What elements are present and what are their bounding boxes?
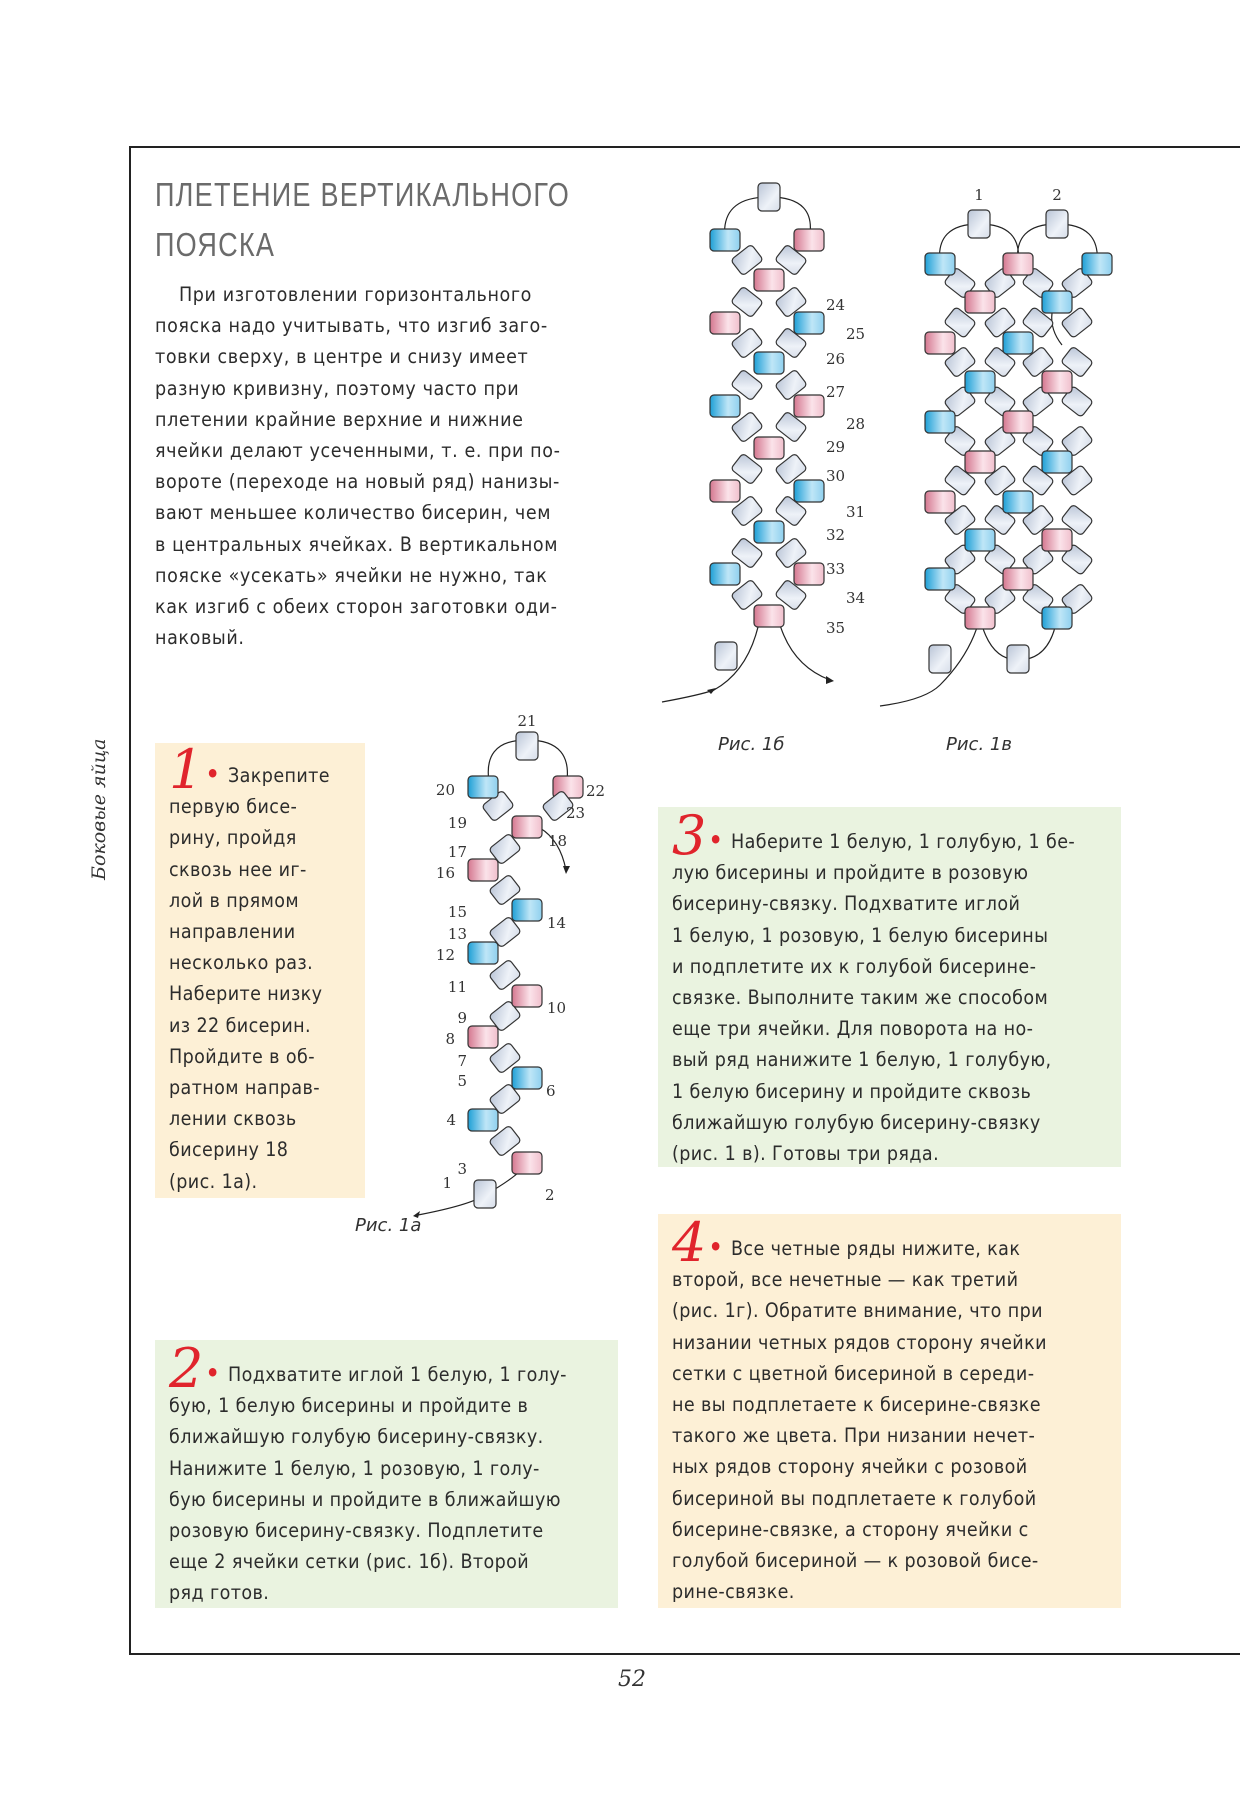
step-4-line: низании четных рядов сторону ячейки — [672, 1330, 1047, 1354]
bead-number-label: 27 — [826, 383, 846, 401]
intro-line: пояске «усекать» ячейки не нужно, так — [155, 563, 548, 587]
figure-1v — [880, 186, 1112, 706]
bead-number-label: 30 — [826, 467, 846, 485]
bead-number-label: 21 — [517, 712, 537, 730]
step-3-line: (рис. 1 в). Готовы три ряда. — [672, 1142, 940, 1166]
blue-bead — [1003, 491, 1033, 513]
pink-bead — [1042, 371, 1072, 393]
step-1-line: (рис. 1а). — [169, 1169, 258, 1193]
bead-number-label: 7 — [457, 1052, 467, 1070]
white-bead — [474, 1180, 496, 1208]
step-4-line: не вы подплетаете к бисерине-связке — [672, 1393, 1041, 1417]
bead-number-label: 5 — [457, 1072, 467, 1090]
bead-number-label: 18 — [548, 832, 568, 850]
figure-1v-caption: Рис. 1в — [946, 734, 1012, 755]
step-2-line: бую, 1 белую бисерины и пройдите в — [169, 1394, 529, 1418]
step-3-line: вый ряд нанижите 1 белую, 1 голубую, — [672, 1048, 1052, 1072]
bead-number-label: 35 — [826, 619, 846, 637]
blue-bead — [468, 1109, 498, 1131]
section-title-line-1: ПЛЕТЕНИЕ ВЕРТИКАЛЬНОГО — [155, 176, 571, 213]
blue-bead — [512, 1067, 542, 1089]
pink-bead — [468, 859, 498, 881]
bead-number-label: 29 — [826, 438, 846, 456]
blue-bead — [710, 395, 740, 417]
blue-bead — [468, 776, 498, 798]
pink-bead — [925, 491, 955, 513]
step-1-line: бисерину 18 — [169, 1138, 289, 1162]
step-1-line: Наберите низку — [169, 982, 323, 1006]
step-2-line: бую бисерины и пройдите в ближайшую — [169, 1487, 561, 1511]
step-4-line: бисерине-связке, а сторону ячейки с — [672, 1517, 1029, 1541]
blue-bead — [925, 568, 955, 590]
bead-number-label: 20 — [435, 781, 455, 799]
step-3-number: 3 — [672, 804, 707, 867]
step-2-line: Подхватите иглой 1 белую, 1 голу- — [227, 1363, 567, 1386]
white-bead — [758, 183, 780, 211]
step-4-line: голубой бисериной — к розовой бисе- — [672, 1549, 1039, 1573]
bead-number-label: 13 — [447, 925, 467, 943]
intro-line: пояска надо учитывать, что изгиб заго- — [155, 314, 548, 338]
bead-number-label: 31 — [846, 503, 866, 521]
step-1-number: 1 — [169, 738, 204, 801]
bead-number-label: 19 — [447, 814, 467, 832]
intro-line: вороте (переходе на новый ряд) нанизы- — [155, 470, 560, 494]
step-4-number: 4 — [672, 1211, 707, 1274]
step-1-line: сквозь нее иг- — [169, 857, 307, 881]
step-1-line: ратном направ- — [169, 1076, 320, 1100]
step-2-line: Нанижите 1 белую, 1 розовую, 1 голу- — [169, 1456, 540, 1480]
step-2-line: еще 2 ячейки сетки (рис. 1б). Второй — [169, 1550, 530, 1574]
bead-number-label: 8 — [445, 1030, 455, 1048]
step-1-line: первую бисе- — [169, 795, 298, 819]
bead-number-label: 22 — [586, 782, 606, 800]
step-1-line: рину, пройдя — [169, 826, 297, 850]
bead-number-label: 24 — [826, 296, 846, 314]
pink-bead — [925, 332, 955, 354]
step-1-line: лении сквозь — [169, 1107, 297, 1131]
step-1-line: лой в прямом — [169, 888, 299, 912]
pink-bead — [754, 437, 784, 459]
step-2-line: ряд готов. — [169, 1581, 270, 1605]
step-3-line: связке. Выполните таким же способом — [672, 986, 1049, 1010]
pink-bead — [512, 985, 542, 1007]
step-1-line: направлении — [169, 920, 296, 944]
blue-bead — [512, 899, 542, 921]
step-number-dot: • — [708, 826, 723, 854]
pink-bead — [794, 229, 824, 251]
step-number-dot: • — [708, 1233, 723, 1261]
blue-bead — [468, 942, 498, 964]
step-3-line: ближайшую голубую бисерину-связку — [672, 1110, 1041, 1134]
pink-bead — [754, 269, 784, 291]
pink-bead — [754, 605, 784, 627]
bead-number-label: 26 — [826, 350, 846, 368]
blue-bead — [965, 371, 995, 393]
bead-number-label: 4 — [446, 1111, 456, 1129]
bead-number-label: 11 — [447, 978, 467, 996]
step-4-line: рине-связке. — [672, 1580, 795, 1604]
bead-number-label: 17 — [447, 843, 467, 861]
pink-bead — [710, 480, 740, 502]
blue-bead — [1042, 451, 1072, 473]
pink-bead — [710, 312, 740, 334]
step-1-line: Пройдите в об- — [169, 1044, 315, 1068]
pink-bead — [1003, 411, 1033, 433]
pink-bead — [965, 451, 995, 473]
step-4-line: ных рядов сторону ячейки с розовой — [672, 1455, 1028, 1479]
blue-bead — [1003, 332, 1033, 354]
bead-number-label: 2 — [545, 1186, 555, 1204]
blue-bead — [794, 480, 824, 502]
white-bead — [1046, 210, 1068, 238]
white-bead — [929, 645, 951, 673]
bead-number-label: 12 — [435, 946, 455, 964]
pink-bead — [512, 1152, 542, 1174]
pink-bead — [512, 816, 542, 838]
step-4-line: второй, все нечетные — как третий — [672, 1268, 1019, 1292]
blue-bead — [794, 312, 824, 334]
bead-number-label: 23 — [566, 804, 586, 822]
figure-1a-caption: Рис. 1а — [355, 1215, 422, 1236]
step-3-line: лую бисерины и пройдите в розовую — [672, 861, 1029, 885]
blue-bead — [925, 253, 955, 275]
pink-bead — [794, 563, 824, 585]
blue-bead — [754, 521, 784, 543]
blue-bead — [710, 563, 740, 585]
pink-bead — [1042, 529, 1072, 551]
intro-line: товки сверху, в центре и снизу имеет — [155, 345, 529, 369]
white-bead — [968, 210, 990, 238]
bead-number-label: 9 — [457, 1009, 467, 1027]
blue-bead — [1042, 291, 1072, 313]
running-head-side-label: Боковые яйца — [88, 738, 110, 880]
bead-number-label: 33 — [826, 560, 846, 578]
bead-number-label: 14 — [547, 914, 567, 932]
intro-line: как изгиб с обеих сторон заготовки оди- — [155, 595, 558, 619]
blue-bead — [754, 352, 784, 374]
step-3-line: еще три ячейки. Для поворота на но- — [672, 1017, 1034, 1041]
pink-bead — [965, 291, 995, 313]
white-bead — [1007, 645, 1029, 673]
step-3-line: Наберите 1 белую, 1 голубую, 1 бе- — [730, 830, 1076, 853]
step-4-line: бисериной вы подплетаете к голубой — [672, 1486, 1037, 1510]
white-bead — [516, 732, 538, 760]
pink-bead — [1003, 253, 1033, 275]
blue-bead — [925, 411, 955, 433]
bead-number-label: 2 — [1052, 186, 1062, 204]
intro-line: разную кривизну, поэтому часто при — [155, 376, 520, 400]
figure-1b — [662, 183, 865, 702]
blue-bead — [710, 229, 740, 251]
intro-line: наковый. — [155, 626, 245, 650]
pink-bead — [794, 395, 824, 417]
bead-number-label: 3 — [457, 1160, 467, 1178]
step-1-line: Закрепите — [227, 764, 330, 787]
pink-bead — [965, 607, 995, 629]
step-4-line: (рис. 1г). Обратите внимание, что при — [672, 1299, 1043, 1323]
step-4-line: Все четные ряды нижите, как — [730, 1237, 1021, 1260]
blue-bead — [1042, 607, 1072, 629]
step-3-line: бисерину-связку. Подхватите иглой — [672, 892, 1021, 916]
bead-number-label: 1 — [974, 186, 984, 204]
blue-bead — [1082, 253, 1112, 275]
step-3-line: и подплетите их к голубой бисерине- — [672, 954, 1037, 978]
bead-number-label: 25 — [846, 325, 866, 343]
blue-bead — [965, 529, 995, 551]
bead-number-label: 10 — [547, 999, 567, 1017]
intro-line: вают меньшее количество бисерин, чем — [155, 501, 552, 525]
bead-number-label: 34 — [846, 589, 866, 607]
step-number-dot: • — [205, 760, 220, 788]
bead-number-label: 28 — [846, 415, 866, 433]
step-1-line: из 22 бисерин. — [169, 1013, 312, 1037]
step-2-line: ближайшую голубую бисерину-связку. — [169, 1425, 544, 1449]
intro-line: ячейки делают усеченными, т. е. при по- — [155, 439, 561, 463]
step-3-line: 1 белую бисерину и пройдите сквозь — [672, 1079, 1032, 1103]
step-3-line: 1 белую, 1 розовую, 1 белую бисерины — [672, 923, 1049, 947]
page-number: 52 — [618, 1667, 646, 1692]
bead-number-label: 32 — [826, 526, 846, 544]
bead-number-label: 15 — [447, 903, 467, 921]
step-4-line: такого же цвета. При низании нечет- — [672, 1424, 1036, 1448]
step-number-dot: • — [205, 1359, 220, 1387]
figure-1b-caption: Рис. 1б — [718, 734, 785, 755]
intro-line: При изготовлении горизонтального — [179, 283, 533, 306]
pink-bead — [468, 1026, 498, 1048]
bead-number-label: 6 — [546, 1082, 556, 1100]
bead-number-label: 16 — [435, 864, 455, 882]
pink-bead — [1003, 568, 1033, 590]
step-2-number: 2 — [169, 1337, 204, 1400]
white-bead — [715, 642, 737, 670]
step-1-line: несколько раз. — [169, 951, 314, 975]
bead-number-label: 1 — [442, 1174, 452, 1192]
section-title-line-2: ПОЯСКА — [155, 226, 276, 263]
figure-1a — [413, 712, 605, 1218]
step-4-line: сетки с цветной бисериной в середи- — [672, 1361, 1035, 1385]
intro-line: плетении крайние верхние и нижние — [155, 407, 524, 431]
step-2-line: розовую бисерину-связку. Подплетите — [169, 1519, 544, 1543]
intro-line: в центральных ячейках. В вертикальном — [155, 532, 559, 556]
